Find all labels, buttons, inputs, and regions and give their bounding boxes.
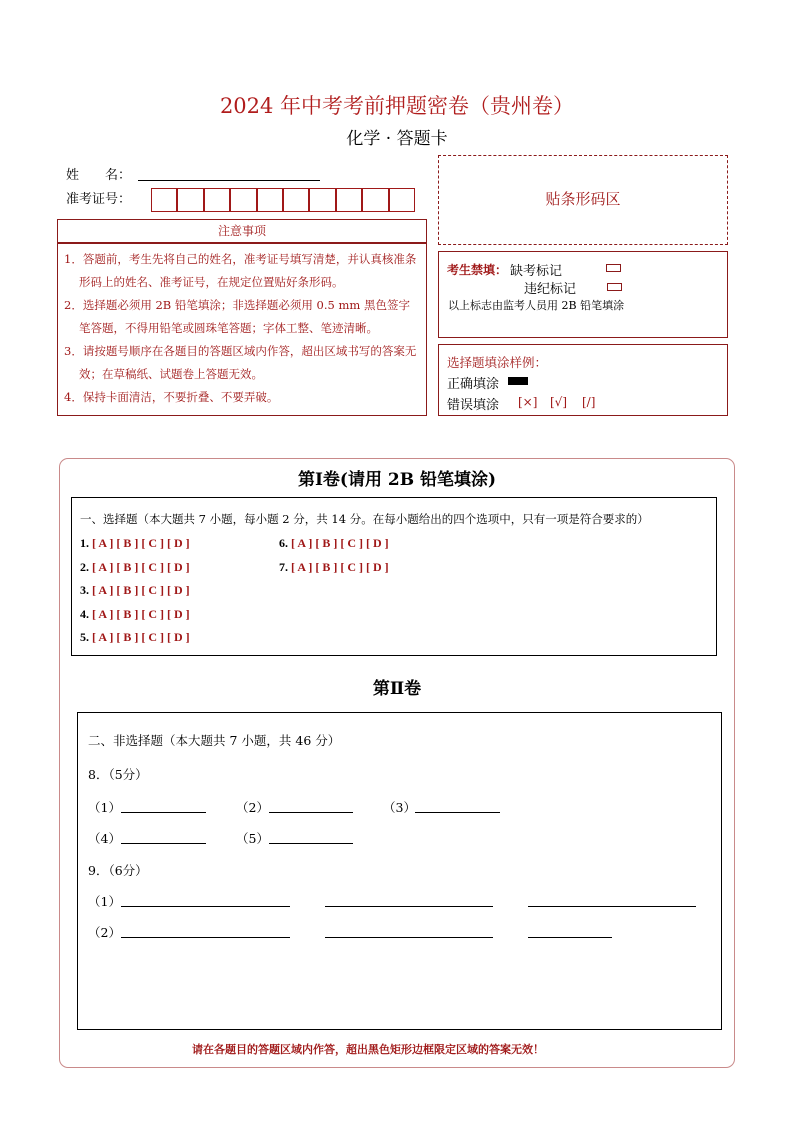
correct-label: 正确填涂 bbox=[447, 377, 500, 392]
answer-options[interactable]: [ A ] [ B ] [ C ] [ D ] bbox=[92, 630, 190, 645]
violation-checkbox[interactable] bbox=[607, 283, 622, 291]
choice-question bbox=[279, 536, 389, 551]
part2-section-title: 二、非选择题（本大题共 7 小题，共 46 分） bbox=[88, 733, 341, 748]
id-digit-box[interactable] bbox=[389, 188, 415, 212]
id-digit-box[interactable] bbox=[151, 188, 177, 212]
note-item: 2．选择题必须用 2B 铅笔填涂；非选择题必须用 0.5 mm 黑色签字笔答题，不得用铅笔或圆珠笔答题；字体工整、笔迹清晰。 bbox=[64, 298, 410, 335]
footer-warning: 请在各题目的答题区域内作答，超出黑色矩形边框限定区域的答案无效！ bbox=[192, 1043, 544, 1056]
id-digit-box[interactable] bbox=[177, 188, 203, 212]
choice-question bbox=[80, 583, 190, 598]
question-number: 3. bbox=[80, 583, 89, 598]
sample-box bbox=[438, 344, 728, 416]
q9-label: 9．（6分） bbox=[88, 863, 148, 878]
answer-options[interactable]: [ A ] [ B ] [ C ] [ D ] bbox=[291, 559, 389, 574]
wrong-mark: [×] bbox=[518, 395, 538, 409]
wrong-mark: [√] bbox=[550, 395, 568, 409]
id-digit-box[interactable] bbox=[257, 188, 283, 212]
absent-label: 缺考标记 bbox=[510, 264, 563, 279]
q9-answer-line[interactable] bbox=[325, 906, 493, 907]
id-digit-box[interactable] bbox=[309, 188, 335, 212]
q8-answer-line[interactable] bbox=[415, 812, 500, 813]
id-digit-box[interactable] bbox=[283, 188, 309, 212]
notes-box bbox=[57, 243, 427, 416]
exam-subtitle: 化学 · 答题卡 bbox=[346, 129, 448, 149]
question-number: 2. bbox=[80, 559, 89, 574]
q8-part-label: （1） bbox=[88, 800, 121, 815]
q9-answer-line[interactable] bbox=[121, 906, 290, 907]
q8-answer-line[interactable] bbox=[121, 812, 206, 813]
answer-options[interactable]: [ A ] [ B ] [ C ] [ D ] bbox=[92, 536, 190, 550]
proctor-label: 考生禁填： bbox=[447, 263, 508, 277]
q8-label: 8．（5分） bbox=[88, 767, 148, 782]
part2-box bbox=[77, 712, 722, 1030]
question-number: 4. bbox=[80, 606, 89, 621]
question-number: 7. bbox=[279, 559, 288, 574]
q9-answer-line[interactable] bbox=[325, 937, 493, 938]
note-item: 4．保持卡面清洁，不要折叠、不要弄破。 bbox=[64, 390, 279, 404]
part1-title: 第Ⅰ卷(请用 2B 铅笔填涂) bbox=[297, 470, 497, 490]
id-digit-box[interactable] bbox=[230, 188, 256, 212]
choice-question bbox=[80, 607, 190, 622]
q8-part-label: （2） bbox=[236, 800, 269, 815]
wrong-mark: [/] bbox=[582, 395, 596, 409]
barcode-area bbox=[438, 155, 728, 245]
exam-title: 2024 年中考考前押题密卷（贵州卷） bbox=[219, 94, 575, 118]
q8-answer-line[interactable] bbox=[269, 843, 353, 844]
note-item: 3．请按题号顺序在各题目的答题区域内作答，超出区域书写的答案无效；在草稿纸、试题卷上答题无效。 bbox=[64, 344, 417, 381]
answer-options[interactable]: [ A ] [ B ] [ C ] [ D ] bbox=[92, 559, 190, 574]
absent-checkbox[interactable] bbox=[606, 264, 621, 272]
part2-title: 第Ⅱ卷 bbox=[372, 679, 422, 699]
part1-section-title: 一、选择题（本大题共 7 小题，每小题 2 分，共 14 分。在每小题给出的四个选项中，只有一项是符合要求的） bbox=[80, 512, 649, 526]
q9-part-label: （1） bbox=[88, 894, 121, 909]
question-number: 1. bbox=[80, 536, 89, 550]
choice-question bbox=[80, 630, 190, 645]
wrong-label: 错误填涂 bbox=[447, 398, 500, 413]
question-number: 5. bbox=[80, 630, 89, 645]
q8-part-label: （5） bbox=[236, 831, 269, 846]
q8-answer-line[interactable] bbox=[269, 812, 353, 813]
q9-answer-line[interactable] bbox=[528, 937, 612, 938]
q8-part-label: （4） bbox=[88, 831, 121, 846]
id-digit-box[interactable] bbox=[362, 188, 388, 212]
name-label: 姓 名： bbox=[66, 168, 132, 183]
id-label: 准考证号： bbox=[66, 192, 132, 207]
barcode-label: 贴条形码区 bbox=[545, 190, 621, 208]
choice-question bbox=[80, 536, 190, 551]
q9-part-label: （2） bbox=[88, 925, 121, 940]
question-number: 6. bbox=[279, 536, 288, 550]
sample-title: 选择题填涂样例： bbox=[447, 355, 548, 370]
violation-label: 违纪标记 bbox=[524, 282, 577, 297]
answer-options[interactable]: [ A ] [ B ] [ C ] [ D ] bbox=[291, 536, 389, 550]
answer-options[interactable]: [ A ] [ B ] [ C ] [ D ] bbox=[92, 583, 190, 598]
proctor-box bbox=[438, 251, 728, 338]
q9-answer-line[interactable] bbox=[121, 937, 290, 938]
q8-answer-line[interactable] bbox=[121, 843, 206, 844]
id-digit-box[interactable] bbox=[336, 188, 362, 212]
choice-question bbox=[279, 560, 389, 575]
filled-mark-sample bbox=[508, 377, 528, 385]
name-field[interactable] bbox=[138, 180, 320, 181]
answer-options[interactable]: [ A ] [ B ] [ C ] [ D ] bbox=[92, 606, 190, 621]
proctor-note: 以上标志由监考人员用 2B 铅笔填涂 bbox=[448, 299, 625, 312]
notes-heading: 注意事项 bbox=[57, 219, 427, 243]
q8-part-label: （3） bbox=[383, 800, 416, 815]
choice-question bbox=[80, 560, 190, 575]
note-item: 1．答题前，考生先将自己的姓名，准考证号填写清楚，并认真核准条形码上的姓名、准考证号，在规定位置贴好条形码。 bbox=[64, 252, 417, 289]
q9-answer-line[interactable] bbox=[528, 906, 696, 907]
id-digit-box[interactable] bbox=[204, 188, 230, 212]
